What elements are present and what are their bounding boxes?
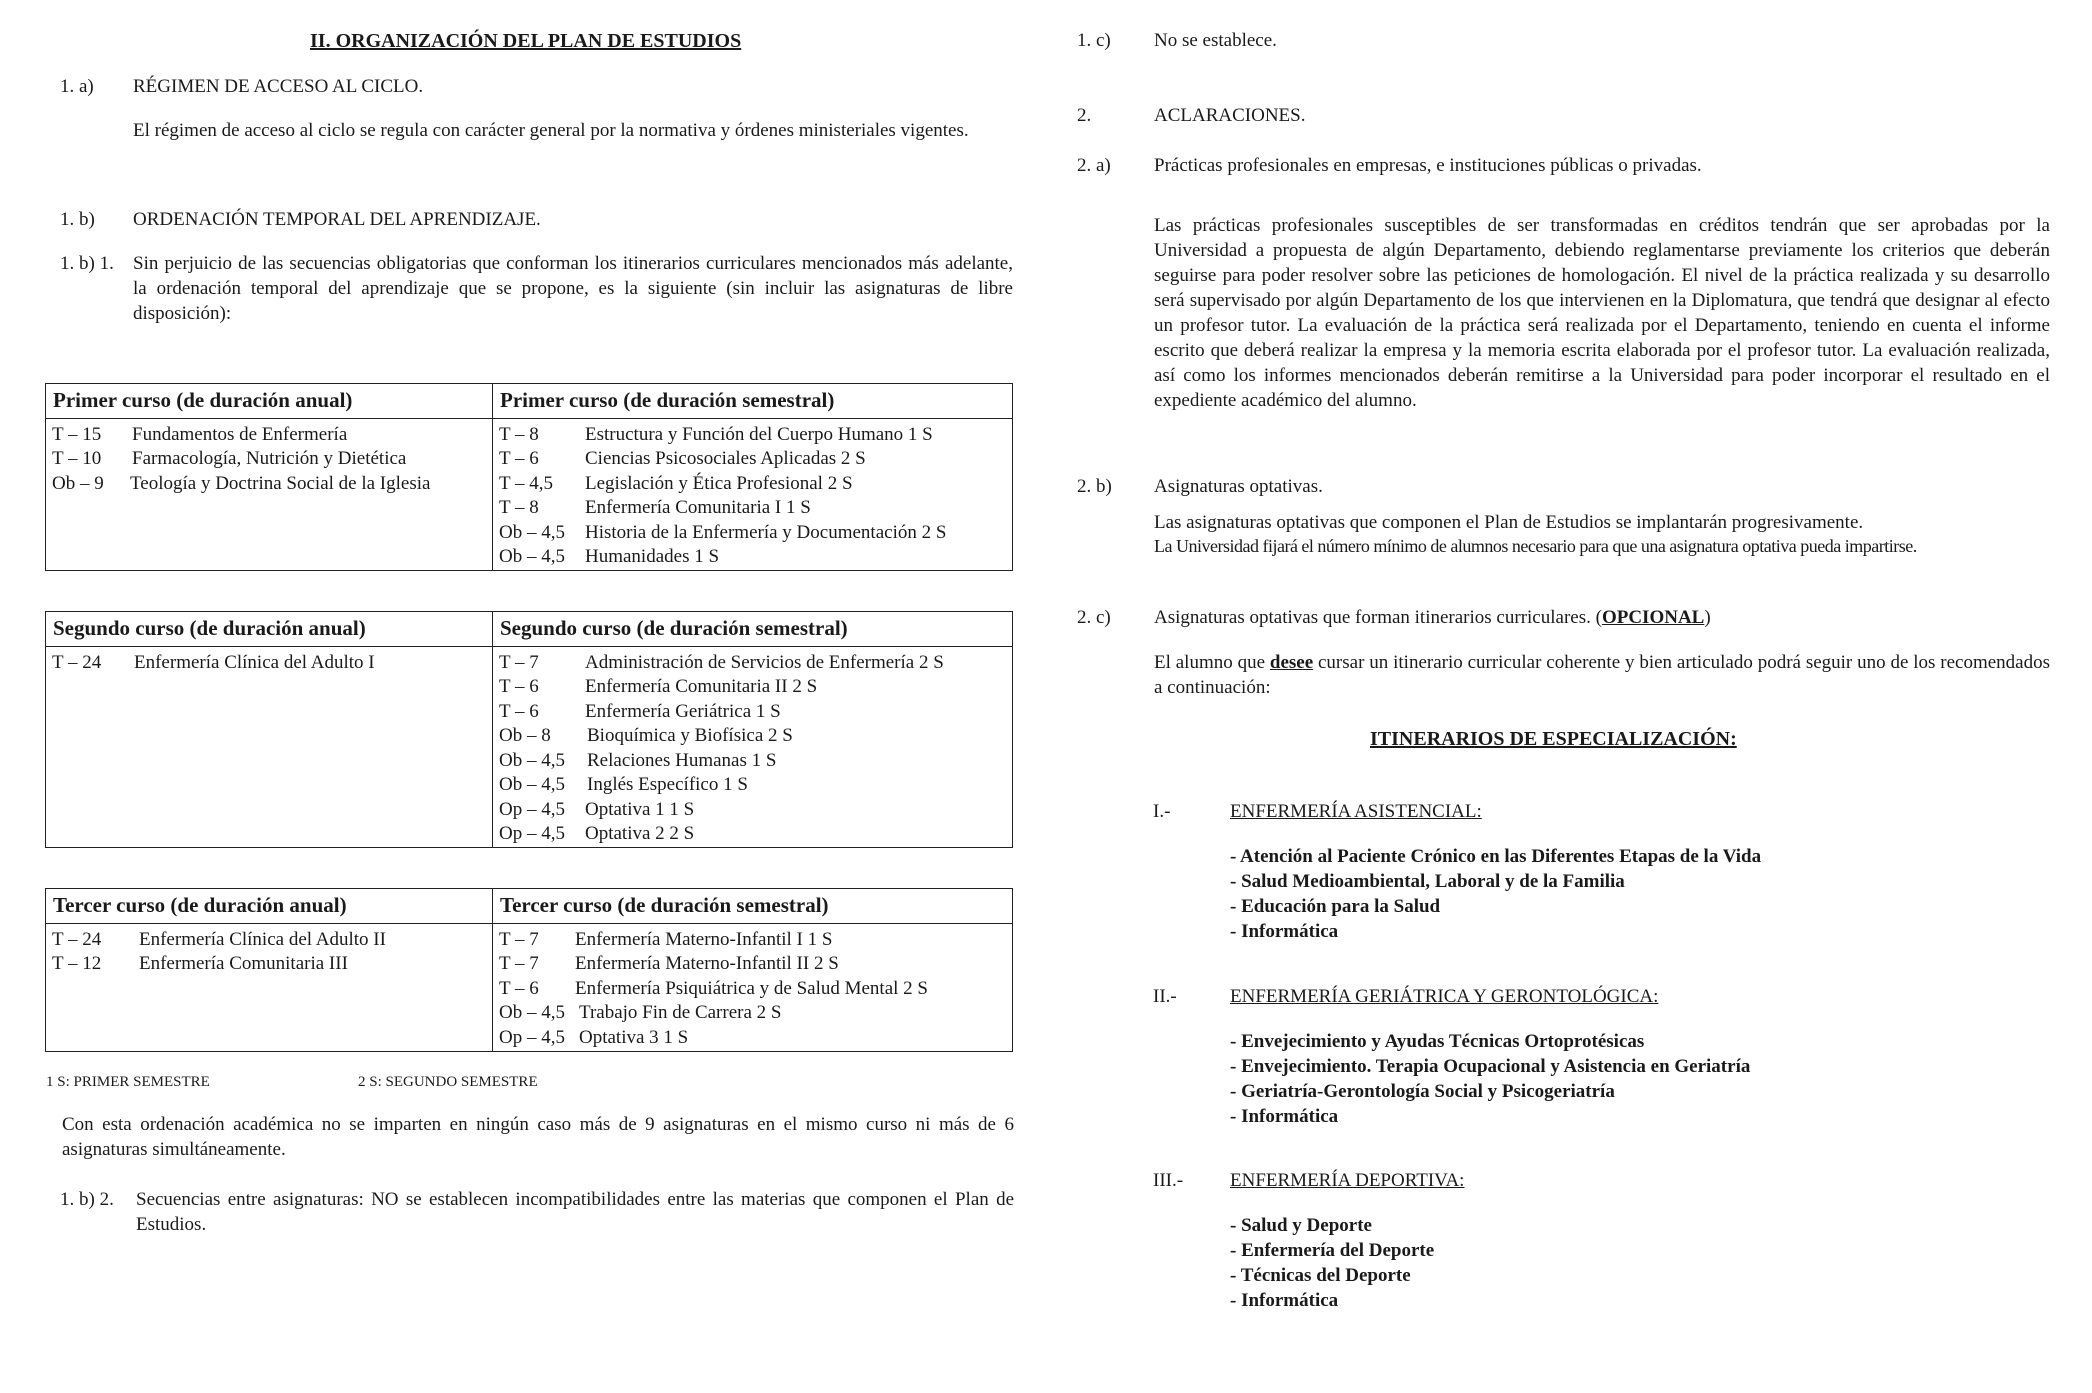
course-row: Ob – 4,5 Relaciones Humanas 1 S <box>499 749 777 771</box>
annual-header: Segundo curso (de duración anual) <box>46 612 493 647</box>
course-row: T – 7 Administración de Servicios de Enfermería 2 S <box>499 651 944 673</box>
list-item: - Educación para la Salud <box>1230 896 1441 917</box>
semester-cell <box>493 418 1013 570</box>
course-table-first <box>45 383 1013 571</box>
list-item: - Envejecimiento y Ayudas Técnicas Ortoprotésicas <box>1230 1031 1645 1052</box>
course-row: T – 4,5 Legislación y Ética Profesional 2 S <box>499 472 853 494</box>
annual-header: Primer curso (de duración anual) <box>46 384 493 419</box>
desee-word: desee <box>1269 652 1314 673</box>
semester-header: Tercer curso (de duración semestral) <box>493 889 1013 924</box>
semester-cell <box>493 923 1013 1051</box>
itinerary-subjects <box>1230 1029 1750 1129</box>
course-table-second <box>45 611 1013 848</box>
course-table-third <box>45 888 1013 1052</box>
annual-cell <box>46 923 493 1051</box>
list-item: - Geriatría-Gerontología Social y Psicogeriatría <box>1230 1081 1615 1102</box>
course-row: Op – 4,5 Optativa 2 2 S <box>499 823 695 845</box>
itinerary-number: II.- <box>1153 986 1177 1007</box>
course-row: T – 6 Ciencias Psicosociales Aplicadas 2 S <box>499 448 866 470</box>
course-row: T – 6 Enfermería Psiquiátrica y de Salud Mental 2 S <box>499 977 928 999</box>
section-heading-clarifications: ACLARACIONES. <box>1154 105 1306 126</box>
course-row: T – 24 Enfermería Clínica del Adulto II <box>52 928 386 950</box>
section-number: 1. b) <box>60 209 95 230</box>
section-number: 2. c) <box>1077 607 1111 628</box>
annual-cell <box>46 646 493 847</box>
annual-cell <box>46 418 493 570</box>
course-row: Ob – 4,5 Humanidades 1 S <box>499 546 720 568</box>
access-paragraph: El régimen de acceso al ciclo se regula con carácter general por la normativa y órdenes ministeriales vigentes. <box>133 120 969 141</box>
course-row: T – 24 Enfermería Clínica del Adulto I <box>52 651 375 673</box>
semester-cell <box>493 646 1013 847</box>
itinerary-number: I.- <box>1153 801 1171 822</box>
section-heading-itineraries: Asignaturas optativas que forman itinerarios curriculares. (OPCIONAL) <box>1154 607 1711 628</box>
section-number: 2. a) <box>1077 155 1111 176</box>
list-item: - Técnicas del Deporte <box>1230 1265 1411 1286</box>
section-number: 1. a) <box>60 76 94 97</box>
itinerary-name: ENFERMERÍA GERIÁTRICA Y GERONTOLÓGICA: <box>1230 986 1659 1007</box>
course-row: Ob – 8 Bioquímica y Biofísica 2 S <box>499 725 793 747</box>
course-row: T – 15 Fundamentos de Enfermería <box>52 423 348 445</box>
annual-header: Tercer curso (de duración anual) <box>46 889 493 924</box>
course-row: T – 7 Enfermería Materno-Infantil II 2 S <box>499 953 839 975</box>
course-row: Ob – 9 Teología y Doctrina Social de la Iglesia <box>52 472 431 494</box>
course-row: T – 7 Enfermería Materno-Infantil I 1 S <box>499 928 833 950</box>
section-number: 1. b) 1. <box>60 253 114 274</box>
course-row: T – 6 Enfermería Comunitaria II 2 S <box>499 676 818 698</box>
course-row: T – 6 Enfermería Geriátrica 1 S <box>499 700 781 722</box>
legend-first-semester: 1 S: PRIMER SEMESTRE <box>46 1074 210 1090</box>
list-item: - Informática <box>1230 1106 1339 1127</box>
itinerary-name: ENFERMERÍA DEPORTIVA: <box>1230 1170 1465 1191</box>
section-number: 2. b) <box>1077 476 1112 497</box>
course-row: T – 8 Estructura y Función del Cuerpo Humano 1 S <box>499 423 933 445</box>
section-number: 1. c) <box>1077 30 1111 51</box>
list-item: - Enfermería del Deporte <box>1230 1240 1435 1261</box>
itineraries-paragraph: El alumno que desee cursar un itinerario curricular coherente y bien articulado podrá seguir uno de los recomendados a continuación: <box>1154 652 2051 699</box>
list-item: - Envejecimiento. Terapia Ocupacional y Asistencia en Geriatría <box>1230 1056 1751 1077</box>
course-row: Ob – 4,5 Inglés Específico 1 S <box>499 774 748 796</box>
course-row: T – 8 Enfermería Comunitaria I 1 S <box>499 497 811 519</box>
course-row: Op – 4,5 Optativa 1 1 S <box>499 798 695 820</box>
itinerary-subjects <box>1230 1213 1434 1313</box>
list-item: - Salud y Deporte <box>1230 1215 1372 1236</box>
ordering-paragraph: Sin perjuicio de las secuencias obligatorias que conforman los itinerarios curriculares mencionados más adelante, la ordenación temporal del aprendizaje que se propone, es la siguiente (sin incluir las asignaturas de libre disposición): <box>133 253 1013 325</box>
section-number: 2. <box>1077 105 1092 126</box>
sequences-paragraph: Secuencias entre asignaturas: NO se establecen incompatibilidades entre las materias que componen el Plan de Estudios. <box>136 1189 1014 1236</box>
course-row: T – 12 Enfermería Comunitaria III <box>52 953 348 975</box>
course-row: Op – 4,5 Optativa 3 1 S <box>499 1026 689 1048</box>
ordering-note: Con esta ordenación académica no se imparten en ningún caso más de 9 asignaturas en el mismo curso ni más de 6 asignaturas simultáneamente. <box>62 1114 1014 1161</box>
list-item: - Informática <box>1230 921 1339 942</box>
page-title: II. ORGANIZACIÓN DEL PLAN DE ESTUDIOS <box>310 30 742 52</box>
optional-subjects-line: Las asignaturas optativas que componen el Plan de Estudios se implantarán progresivamente. <box>1154 512 1864 533</box>
optional-label: OPCIONAL <box>1601 607 1705 628</box>
course-row: Ob – 4,5 Historia de la Enfermería y Documentación 2 S <box>499 521 947 543</box>
section-text: No se establece. <box>1154 30 1277 51</box>
course-row: T – 10 Farmacología, Nutrición y Dietética <box>52 448 407 470</box>
course-row: Ob – 4,5 Trabajo Fin de Carrera 2 S <box>499 1002 782 1024</box>
section-heading-optional-subjects: Asignaturas optativas. <box>1154 476 1323 497</box>
optional-subjects-line: La Universidad fijará el número mínimo de alumnos necesario para que una asignatura optativa pueda impartirse. <box>1154 536 1917 556</box>
section-heading-ordering: ORDENACIÓN TEMPORAL DEL APRENDIZAJE. <box>133 209 541 230</box>
section-heading-access: RÉGIMEN DE ACCESO AL CICLO. <box>133 76 424 97</box>
practices-paragraph: Las prácticas profesionales susceptibles de ser transformadas en créditos tendrán que ser aprobadas por la Universidad a propuesta de algún Departamento, debiendo reglamentarse previamente los criterios que deberán seguirse para poder resolver sobre las peticiones de homologación. El nivel de la práctica realizada y su desarrollo será supervisado por algún Departamento de los que intervienen en la Diplomatura, que tendrá que designar al efecto un profesor tutor. La evaluación de la práctica será realizada por el Departamento, teniendo en cuenta el informe escrito que deberá realizar la empresa y la memoria escrita elaborada por el profesor tutor. La evaluación realizada, así como los informes mencionados deberán remitirse a la Universidad para poder incorporar el resultado en el expediente académico del alumno. <box>1154 215 2050 411</box>
legend-second-semester: 2 S: SEGUNDO SEMESTRE <box>358 1074 538 1090</box>
list-item: - Salud Medioambiental, Laboral y de la Familia <box>1230 871 1625 892</box>
section-number: 1. b) 2. <box>60 1189 114 1210</box>
semester-header: Segundo curso (de duración semestral) <box>493 612 1013 647</box>
itineraries-title: ITINERARIOS DE ESPECIALIZACIÓN: <box>1370 728 1737 750</box>
itinerary-name: ENFERMERÍA ASISTENCIAL: <box>1230 801 1482 822</box>
semester-header: Primer curso (de duración semestral) <box>493 384 1013 419</box>
itinerary-number: III.- <box>1153 1170 1184 1191</box>
list-item: - Informática <box>1230 1290 1339 1311</box>
list-item: - Atención al Paciente Crónico en las Diferentes Etapas de la Vida <box>1230 846 1762 867</box>
itinerary-subjects <box>1230 844 1761 944</box>
section-heading-practices: Prácticas profesionales en empresas, e instituciones públicas o privadas. <box>1154 155 1702 176</box>
